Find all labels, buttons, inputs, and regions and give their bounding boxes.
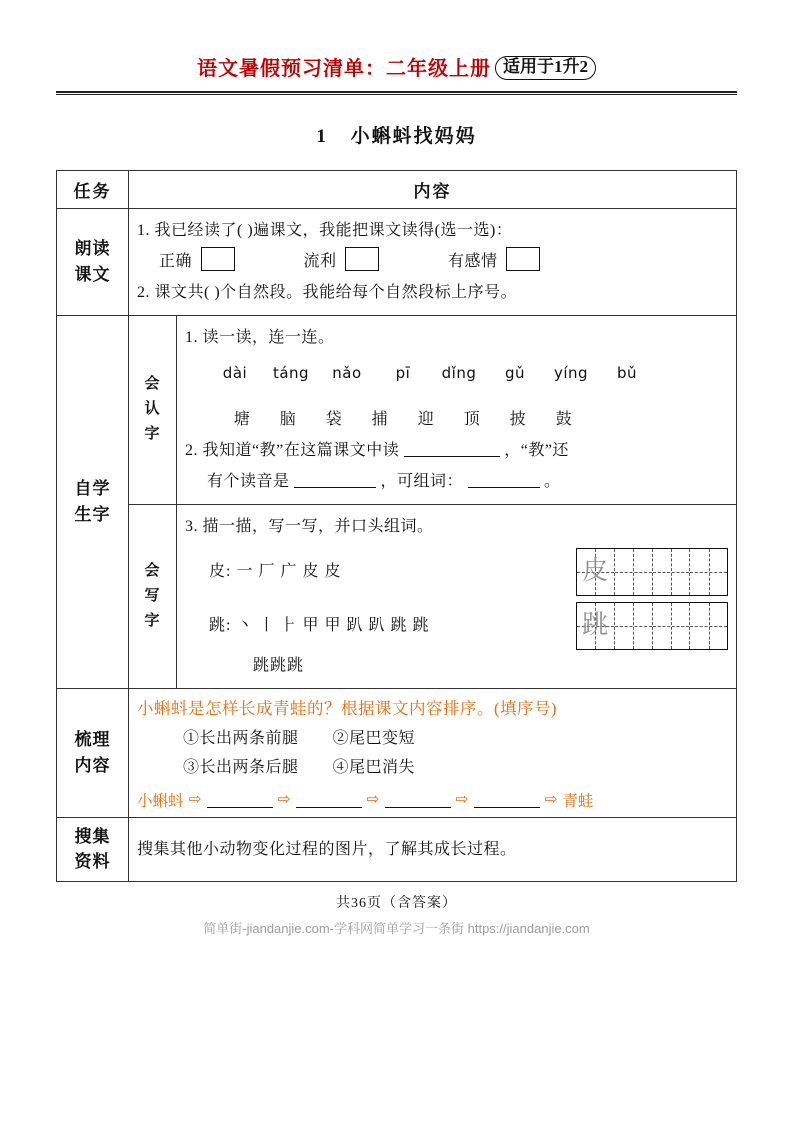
task-label-read [57,209,129,316]
recognize-item-2-b: ，“教”还 [504,442,569,460]
flow-blank-2[interactable] [296,792,362,808]
write-char-row-pi [185,548,728,596]
stroke-order-pi [185,556,341,588]
document-header [56,0,737,81]
checkbox-fluent[interactable] [345,247,379,271]
task-label-organize-line2: 内容 [74,755,111,775]
task-label-collect-line1: 搜集 [74,826,111,846]
hanzi-row [185,404,728,435]
collect-content: 搜集其他小动物变化过程的图片，了解其成长过程。 [129,817,737,881]
pinyin-7: bǔ [616,363,638,382]
table-row [57,209,737,316]
task-label-read-line2: 课文 [74,264,111,284]
hanzi-7: 鼓 [555,411,573,428]
checkbox-expressive[interactable] [506,247,540,271]
pinyin-4: dǐng [441,363,477,382]
table-row [57,504,737,688]
flow-end-label: 青蛙 [562,792,594,810]
flow-blank-4[interactable] [474,792,540,808]
hanzi-3: 捕 [371,411,389,428]
header-title: 语文暑假预习清单：二年级上册 [197,58,491,80]
grid-cell-blank[interactable] [615,549,653,595]
grid-cell-sample-pi [577,549,615,595]
grid-char-pi: 皮 [582,556,609,586]
answer-blank-pronunciation-1[interactable] [404,441,500,457]
write-content [177,504,737,688]
choice-label-fluent: 流利 [303,253,337,271]
flow-start-label: 小蝌蚪 [137,792,184,810]
write-item-instruction: 3. 描一描，写一写，并口头组词。 [185,517,434,535]
grid-char-tiao: 跳 [582,610,609,640]
write-strokes-pi: 一 厂 广 皮 皮 [236,562,342,580]
organize-options-row-2 [137,754,728,777]
answer-blank-word[interactable] [468,472,540,488]
organize-option-2: ②尾巴变短 [332,729,416,747]
practice-grid-tiao[interactable] [576,602,728,650]
arrow-icon: ⇨ [188,791,202,809]
grid-cell-blank[interactable] [653,603,691,649]
pinyin-6: yíng [553,363,589,382]
choice-label-expressive: 有感情 [448,253,498,271]
preview-checklist-table [56,170,737,882]
task-label-collect [57,817,129,881]
hanzi-2: 袋 [325,411,343,428]
task-label-organize [57,688,129,817]
read-choice-row [137,246,728,277]
read-task-content [129,209,737,316]
recognize-item-2-c: 有个读音是 [207,473,290,491]
subtask-label-write: 会 写 字 [129,504,177,688]
write-extra-tiao: 跳跳跳 [253,656,305,674]
table-row [57,315,737,504]
organize-flow [137,789,728,811]
header-divider [56,91,737,95]
write-label-tiao: 跳: [209,616,232,634]
recognize-item-2-e: 。 [544,473,561,491]
subtask-label-recognize: 会 认 字 [129,315,177,504]
read-item-1: 1. 我已经读了( )遍课文，我能把课文读得(选一选)： [137,222,513,239]
arrow-icon: ⇨ [277,791,291,809]
task-label-newwords-line1: 自学 [74,479,111,499]
task-label-collect-line2: 资料 [74,852,111,872]
answer-blank-pronunciation-2[interactable] [294,472,376,488]
arrow-icon: ⇨ [544,791,558,809]
hanzi-6: 披 [509,411,527,428]
write-char-row-tiao [185,602,728,650]
hanzi-4: 迎 [417,411,435,428]
organize-options-row-1 [137,725,728,748]
pinyin-0: dài [222,363,248,382]
recognize-item-2-cont [185,466,728,497]
task-label-organize-line1: 梳理 [74,730,111,750]
grid-cell-blank[interactable] [690,603,727,649]
flow-blank-1[interactable] [207,792,273,808]
hanzi-0: 塘 [233,411,251,428]
checkbox-correct[interactable] [201,247,235,271]
choice-label-correct: 正确 [159,253,193,271]
page-title [56,121,737,148]
task-label-newwords-line2: 生字 [74,504,111,524]
recognize-item-1: 1. 读一读，连一连。 [185,328,335,346]
grid-cell-blank[interactable] [653,549,691,595]
read-item-2: 2. 课文共( )个自然段。我能给每个自然段标上序号。 [137,284,518,302]
organize-content [129,688,737,817]
arrow-icon: ⇨ [366,791,380,809]
lesson-number: 1 [316,126,328,147]
organize-option-3: ③长出两条后腿 [183,758,299,776]
grid-cell-blank[interactable] [690,549,727,595]
lesson-title-text: 小蝌蚪找妈妈 [350,126,477,147]
pinyin-3: pī [395,363,411,382]
hanzi-1: 脑 [279,411,297,428]
write-strokes-tiao: 丶 丨 ⺊ 甲 甲 趴 趴 跳 跳 [236,616,430,634]
organize-question: 小蝌蚪是怎样长成青蛙的？根据课文内容排序。(填序号) [137,698,557,718]
flow-blank-3[interactable] [385,792,451,808]
table-row [57,817,737,881]
task-label-newwords [57,315,129,688]
pinyin-2: nǎo [332,363,362,382]
pinyin-row [185,359,728,388]
recognize-item-2 [185,435,728,466]
table-row [57,688,737,817]
page-footer: 共36页（含答案） [336,895,457,911]
header-task: 任务 [57,171,129,209]
stroke-order-tiao [185,610,429,642]
grid-cell-sample-tiao [577,603,615,649]
header-badge: 适用于1升2 [495,56,596,80]
recognize-content [177,315,737,504]
hanzi-5: 顶 [463,411,481,428]
organize-option-1: ①长出两条前腿 [183,729,299,747]
header-content: 内容 [129,171,737,209]
task-label-read-line1: 朗读 [74,239,111,259]
pinyin-5: gǔ [504,363,526,382]
grid-cell-blank[interactable] [615,603,653,649]
watermark: 简单街-jiandanjie.com-学科网简单学习一条街 https://jiandanjie.com [203,920,590,936]
recognize-item-2-a: 2. 我知道“教”在这篇课文中读 [185,442,400,460]
pinyin-1: táng [272,363,310,382]
recognize-item-2-d: ，可组词： [380,473,464,491]
write-label-pi: 皮: [209,562,232,580]
practice-grid-pi[interactable] [576,548,728,596]
table-header-row [57,171,737,209]
organize-option-4: ④尾巴消失 [332,758,416,776]
arrow-icon: ⇨ [455,791,469,809]
